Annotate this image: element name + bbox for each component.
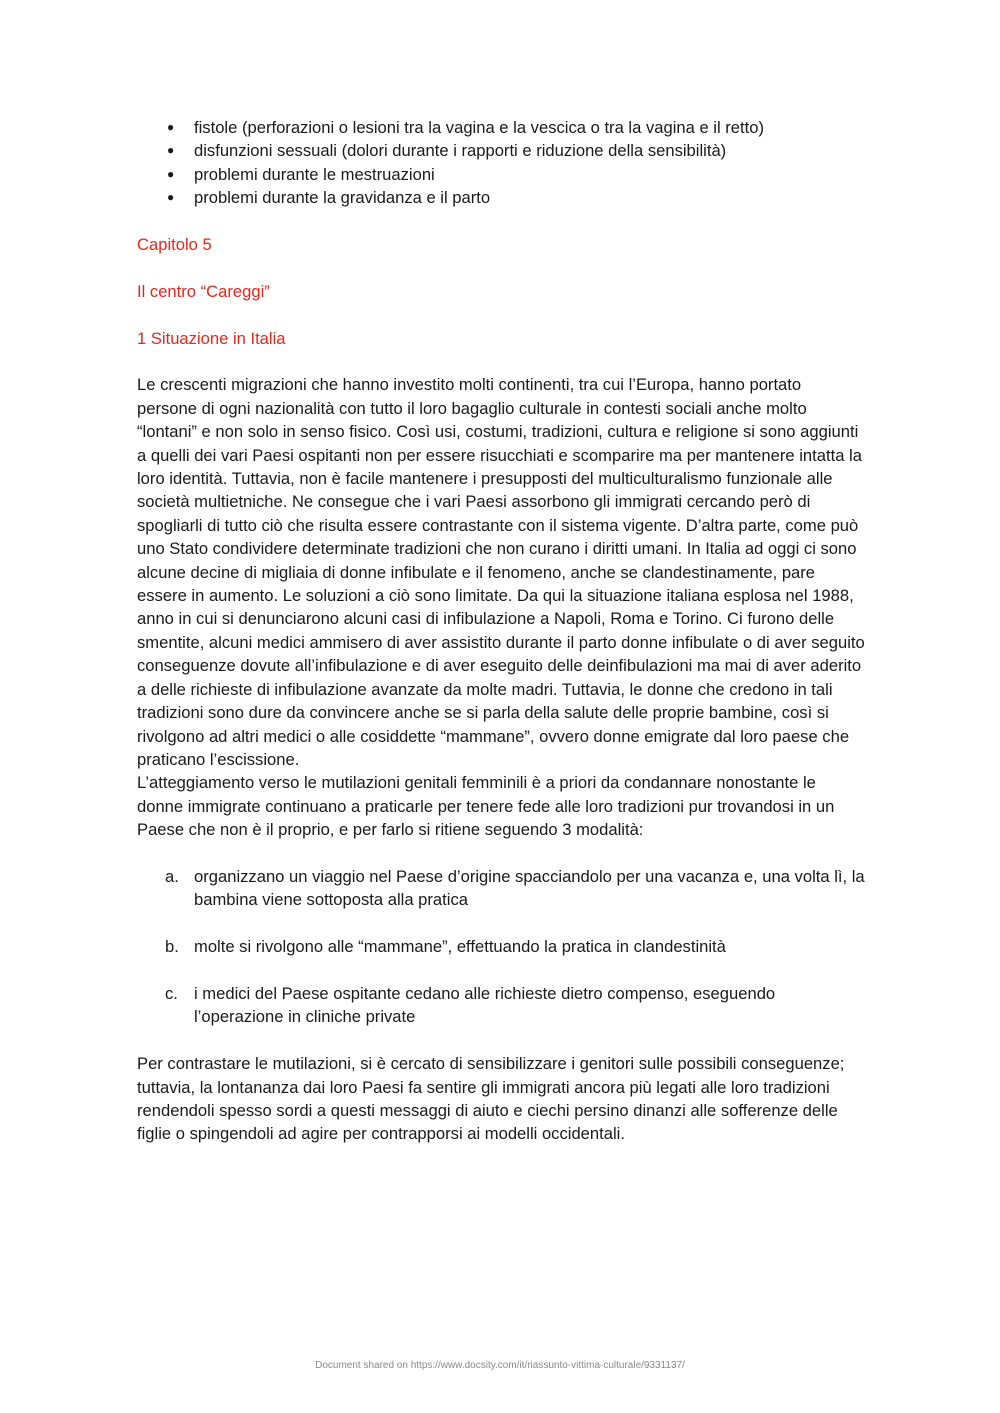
paragraph-migrations: Le crescenti migrazioni che hanno investito molti continenti, tra cui l’Europa, hanno portato persone di ogni nazionalità con tutto il loro bagaglio culturale in contesti sociali anche molto “lontani” e non solo in senso fisico. Così usi, costumi, tradizioni, cultura e religione si sono aggiunti a quelli dei vari Paesi ospitanti non per essere risucchiati e scomparire ma per mantenere intatta la loro identità. Tuttavia, non è facile mantenere i presupposti del multiculturalismo funzionale alle società multietniche. Ne consegue che i vari Paesi assorbono gli immigrati cercando però di spogliarli di tutto ciò che risulta essere contrastante con il sistema vigente. D’altra parte, come può uno Stato condividere determinate tradizioni che non curano i diritti umani. In Italia ad oggi ci sono alcune decine di migliaia di donne infibulate e il fenomeno, anche se clandestinamente, pare essere in aumento. Le soluzioni a ciò sono limitate. Da qui la situazione italiana esplosa nel 1988, anno in cui si denunciarono alcuni casi di infibulazione a Napoli, Roma e Torino. Ci furono delle smentite, alcuni medici ammisero di aver assistito durante il parto donne infibulate o di aver seguito conseguenze dovute all’infibulazione e di aver eseguito delle deinfibulazioni ma mai di aver aderito a delle richieste di infibulazione avanzate da molte madri. Tuttavia, le donne che credono in tali tradizioni sono dure da convincere anche se si parla della salute delle proprie bambine, così si rivolgono ad altri medici o alle cosiddette “mammane”, ovvero donne emigrate dal loro paese che praticano l’escissione. <box>137 375 865 769</box>
list-item-text: organizzano un viaggio nel Paese d’origine spacciandolo per una vacanza e, una volta lì, la bambina viene sottoposta alla pratica <box>194 866 865 910</box>
list-item-text: i medici del Paese ospitante cedano alle richieste dietro compenso, eseguendo l’operazione in cliniche private <box>194 983 776 1027</box>
list-item-text: molte si rivolgono alle “mammane”, effettuando la pratica in clandestinità <box>194 937 726 957</box>
list-item-text: problemi durante le mestruazioni <box>194 164 435 184</box>
list-item <box>137 865 865 912</box>
list-item-text: fistole (perforazioni o lesioni tra la vagina e la vescica o tra la vagina e il retto) <box>194 118 765 137</box>
bullet-icon: ● <box>167 120 175 134</box>
complications-list <box>137 116 865 210</box>
paragraph-attitude: L’atteggiamento verso le mutilazioni genitali femminili è a priori da condannare nonostante le donne immigrate continuano a praticarle per tenere fede alle loro tradizioni pur trovandosi in un Paese che non è il proprio, e per farlo si ritiene seguendo 3 modalità: <box>137 773 835 840</box>
list-item <box>137 139 865 162</box>
chapter-heading: Capitolo 5 <box>137 235 212 255</box>
list-marker: b. <box>165 937 179 957</box>
modalities-list <box>137 865 865 1029</box>
bullet-icon: ● <box>167 166 175 181</box>
list-marker: c. <box>165 983 178 1003</box>
page-content <box>137 116 865 1146</box>
list-item-text: disfunzioni sessuali (dolori durante i rapporti e riduzione della sensibilità) <box>194 141 727 161</box>
section-heading: 1 Situazione in Italia <box>137 328 286 348</box>
paragraph-contrast: Per contrastare le mutilazioni, si è cercato di sensibilizzare i genitori sulle possibili conseguenze; tuttavia, la lontananza dai loro Paesi fa sentire gli immigrati ancora più legati alle loro tradizioni rendendoli spesso sordi a questi messaggi di aiuto e ciechi persino dinanzi alle sofferenze delle figlie o spingendoli ad agire per contrapporsi ai modelli occidentali. <box>137 1054 845 1144</box>
list-marker: a. <box>165 866 179 886</box>
list-item <box>137 935 865 958</box>
bullet-icon: ● <box>167 143 175 158</box>
list-item-text: problemi durante la gravidanza e il parto <box>194 188 491 208</box>
bullet-icon: ● <box>167 190 175 205</box>
list-item <box>137 163 865 186</box>
list-item <box>137 982 865 1029</box>
share-footer: Document shared on https://www.docsity.com/it/riassunto-vittima-culturale/9331137/ <box>315 1360 685 1371</box>
list-item <box>137 116 865 139</box>
list-item <box>137 186 865 209</box>
center-heading: Il centro “Careggi” <box>137 281 270 301</box>
